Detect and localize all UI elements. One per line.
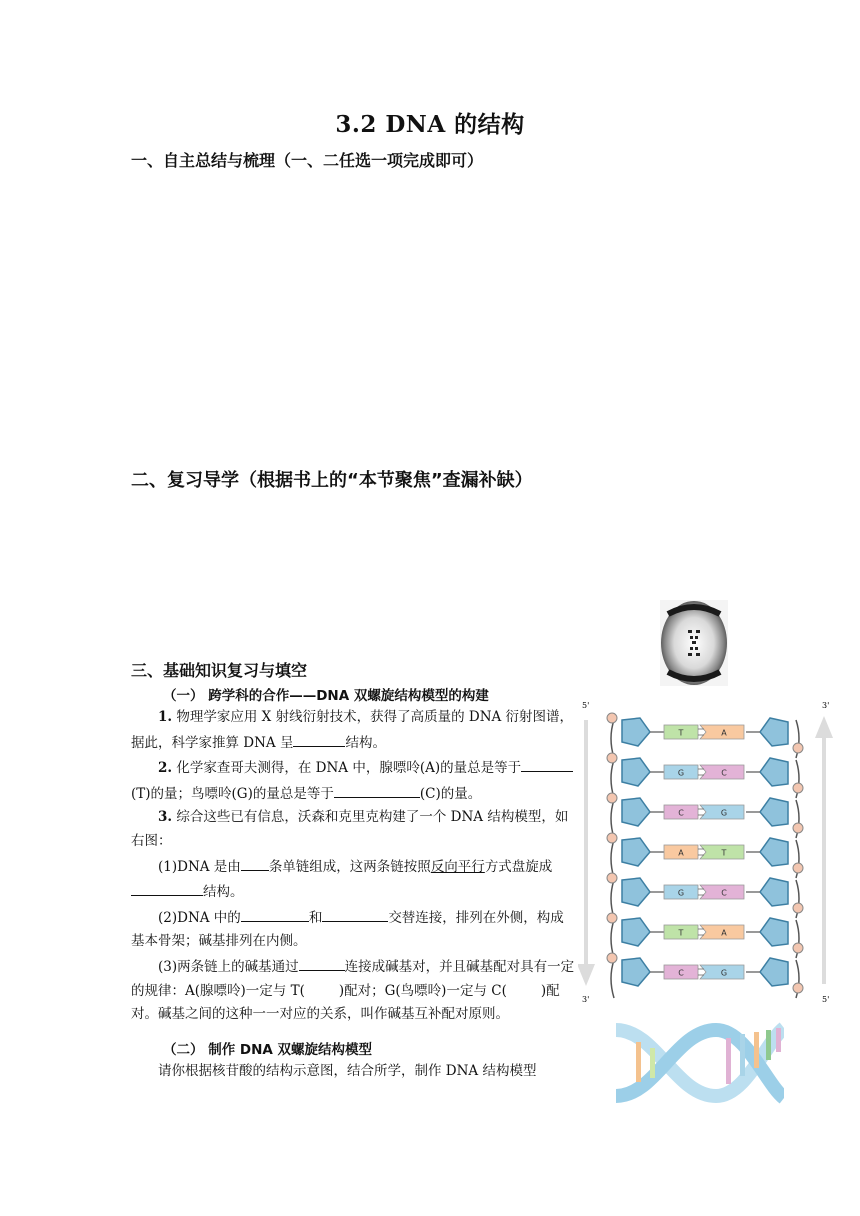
deoxyribose-icon [622, 798, 650, 826]
x-ray-diffraction-image [660, 600, 728, 686]
subsection-2-heading: （二） 制作 DNA 双螺旋结构模型 [163, 1042, 373, 1058]
base-label: A [721, 728, 727, 738]
phosphate-icon [793, 943, 803, 953]
base-label: G [720, 968, 728, 978]
phosphate-icon [607, 793, 617, 803]
dna-double-helix-image [616, 1022, 784, 1104]
deoxyribose-icon [760, 758, 788, 786]
down-arrow-icon [578, 964, 595, 986]
base-label: C [721, 768, 727, 778]
three-prime-end-label: 3' [582, 995, 590, 1004]
left-strand-arrow-shaft [584, 720, 588, 966]
section-3-body [131, 706, 577, 1027]
deoxyribose-icon [622, 838, 650, 866]
blank-chain-count[interactable] [241, 854, 269, 871]
five-prime-end-label: 5' [582, 701, 590, 710]
right-strand-arrow-shaft [822, 736, 826, 984]
base-label: G [677, 888, 685, 898]
phosphate-icon [607, 753, 617, 763]
backbone-link [611, 960, 614, 998]
three-prime-end-label: 3' [822, 701, 830, 710]
blank-helix[interactable] [131, 879, 203, 896]
backbone-link [611, 800, 614, 838]
phosphate-icon [793, 823, 803, 833]
deoxyribose-icon [760, 718, 788, 746]
phosphate-icon [793, 903, 803, 913]
section-2-heading: 二、复习导学（根据书上的“本节聚焦”查漏补缺） [131, 470, 533, 491]
dna-ladder-diagram [578, 696, 842, 1008]
deoxyribose-icon [760, 798, 788, 826]
backbone-link [611, 920, 614, 958]
deoxyribose-icon [622, 958, 650, 986]
question-3-item-3: (3)两条链上的碱基通过 连接成碱基对，并且碱基配对具有一定的规律：A(腺嘌呤)一定与 T( )配对；G(鸟嘌呤)一定与 C( )配对。碱基之间的这种一一对应的关系，叫作碱基互补配对原则。 [131, 954, 577, 1027]
base-label: C [678, 808, 684, 818]
question-3-item-1: (1)DNA 是由 条单链组成，这两条链按照反向平行方式盘旋成结构。 [131, 854, 577, 905]
phosphate-icon [793, 983, 803, 993]
base-label: T [678, 928, 684, 938]
deoxyribose-icon [622, 918, 650, 946]
deoxyribose-icon [622, 758, 650, 786]
deoxyribose-icon [760, 918, 788, 946]
section-1-heading: 一、自主总结与梳理（一、二任选一项完成即可） [131, 151, 484, 170]
deoxyribose-icon [622, 878, 650, 906]
phosphate-icon [607, 913, 617, 923]
phosphate-icon [607, 833, 617, 843]
deoxyribose-icon [760, 838, 788, 866]
base-label: A [678, 848, 684, 858]
question-4: 请你根据核苷酸的结构示意图，结合所学，制作 DNA 结构模型 [158, 1063, 537, 1079]
blank-t-part1[interactable] [521, 755, 535, 772]
blank-t-part2[interactable] [535, 755, 573, 772]
backbone-link [611, 760, 614, 798]
subsection-1-heading: （一） 跨学科的合作——DNA 双螺旋结构模型的构建 [163, 688, 489, 704]
base-label: C [678, 968, 684, 978]
deoxyribose-icon [760, 878, 788, 906]
up-arrow-icon [815, 716, 833, 738]
phosphate-icon [607, 873, 617, 883]
question-2: 2. 化学家查哥夫测得，在 DNA 中，腺嘌呤(A)的量总是等于(T)的量；鸟嘌呤(G)的量总是等于 (C)的量。 [131, 755, 577, 806]
base-label: G [720, 808, 728, 818]
base-label: T [678, 728, 684, 738]
backbone-link [611, 880, 614, 918]
phosphate-icon [793, 783, 803, 793]
phosphate-icon [793, 863, 803, 873]
deoxyribose-icon [760, 958, 788, 986]
blank-backbone-1[interactable] [241, 905, 309, 922]
backbone-link [611, 720, 614, 758]
page-title: 3.2 DNA 的结构 [335, 111, 525, 138]
backbone-link [611, 840, 614, 878]
five-prime-end-label: 5' [822, 995, 830, 1004]
deoxyribose-icon [622, 718, 650, 746]
phosphate-icon [607, 953, 617, 963]
base-label: C [721, 888, 727, 898]
question-1: 1. 物理学家应用 X 射线衍射技术，获得了高质量的 DNA 衍射图谱，据此，科学家推算 DNA 呈 结构。 [131, 709, 574, 751]
phosphate-icon [793, 743, 803, 753]
blank-bond[interactable] [299, 954, 345, 971]
base-label: G [677, 768, 685, 778]
base-label: A [721, 928, 727, 938]
blank-structure[interactable] [293, 730, 345, 747]
base-label: T [721, 848, 727, 858]
blank-backbone-2[interactable] [322, 905, 388, 922]
blank-c[interactable] [334, 781, 420, 798]
section-3-heading: 三、基础知识复习与填空 [131, 661, 308, 680]
question-3-item-2: (2)DNA 中的 和 交替连接，排列在外侧，构成基本骨架；碱基排列在内侧。 [131, 905, 577, 954]
phosphate-icon [607, 713, 617, 723]
question-3: 3. 综合这些已有信息，沃森和克里克构建了一个 DNA 结构模型，如右图： [131, 809, 569, 849]
